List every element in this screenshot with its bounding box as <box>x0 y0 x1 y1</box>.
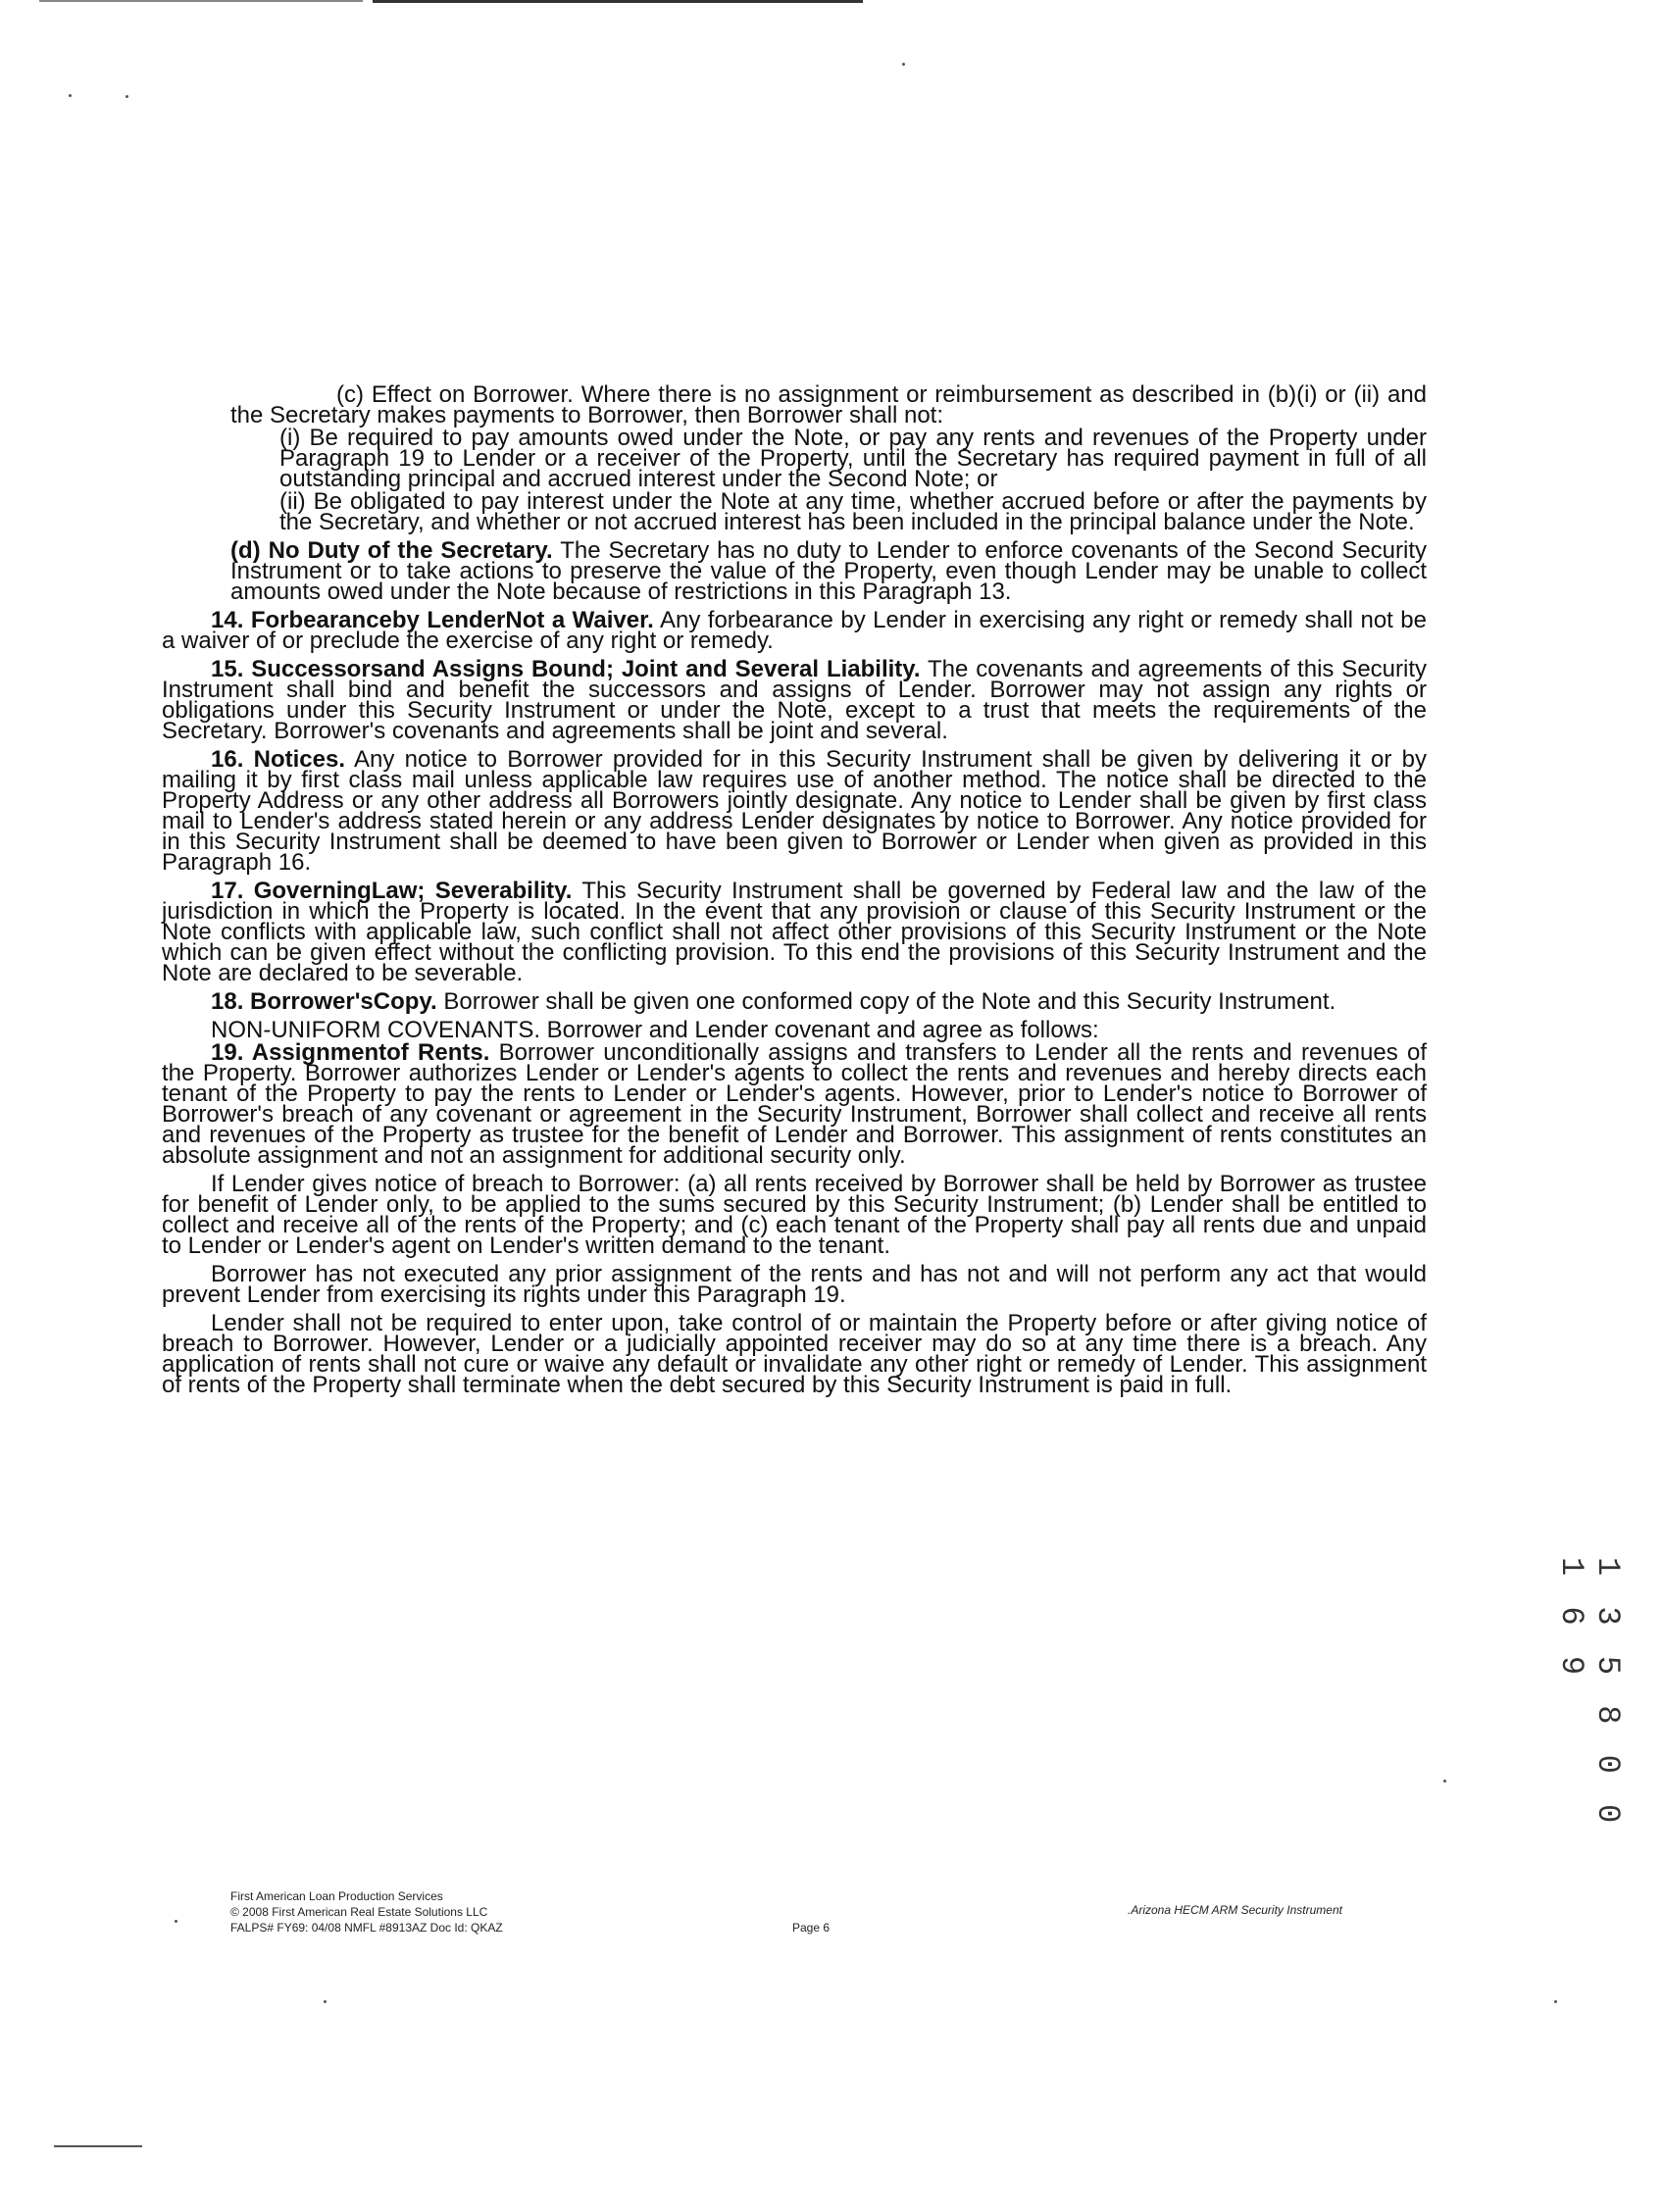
paragraph-16-heading: 16. Notices. <box>211 746 346 773</box>
scan-speck <box>1443 1780 1446 1783</box>
paragraph-14-text: Any forbearance by Lender in exercising any right or remedy shall not be a waiver of or preclude the exercise of any right or remedy. <box>162 607 1428 654</box>
paragraph-16 <box>162 746 1427 876</box>
document-body <box>162 381 1428 1403</box>
section-d-text: The Secretary has no duty to Lender to enforce covenants of the Second Security Instrument or to take actions to preserve the value of the Property, even though Lender may be unable to collect amounts owed under the Note because of restrictions in this Paragraph 13. <box>230 537 1428 605</box>
scan-speck <box>1554 2000 1557 2003</box>
paragraph-16-text: Any notice to Borrower provided for in this Security Instrument shall be given by delivering it or by mailing it by first class mail unless applicable law requires use of another method. The notice shall be directed to the Property Address or any other address all Borrowers jointly designate. Any notice to Lender shall be given by first class mail to Lender's address stated herein or any address Lender designates by notice to Borrower. Any notice provided for in this Security Instrument shall be deemed to have been given to Borrower or Lender when given as provided in this Paragraph 16. <box>162 746 1427 876</box>
paragraph-19-prior-assignment: Borrower has not executed any prior assignment of the rents and has not and will not perform any act that would prevent Lender from exercising its rights under this Paragraph 19. <box>162 1261 1427 1308</box>
footer-form-title: .Arizona HECM ARM Security Instrument <box>1128 1903 1342 1917</box>
scan-speck <box>69 94 72 97</box>
paragraph-17-heading: 17. GoverningLaw; Severability. <box>211 878 573 904</box>
section-c-heading: (c) Effect on Borrower. <box>336 381 574 408</box>
paragraph-14-heading: 14. Forbearanceby LenderNot a Waiver. <box>211 607 654 633</box>
paragraph-15-heading: 15. Successorsand Assigns Bound; Joint and Several Liability. <box>211 656 921 682</box>
margin-recording-number: 1 3 5 8 0 0 1 6 9 <box>1553 1557 1626 1830</box>
footer-copyright: © 2008 First American Real Estate Solutions LLC <box>230 1905 488 1919</box>
paragraph-15 <box>162 656 1427 744</box>
section-d <box>230 537 1428 605</box>
scan-top-line <box>373 0 863 3</box>
section-c-text: Where there is no assignment or reimbursement as described in (b)(i) or (ii) and the Secretary makes payments to Borrower, then Borrower shall not: <box>230 381 1428 428</box>
scan-top-edge <box>39 0 363 2</box>
paragraph-17-text: This Security Instrument shall be governed by Federal law and the law of the jurisdiction in which the Property is located. In the event that any provision or clause of this Security Instrument or the Note conflicts with applicable law, such conflict shall not affect other provisions of this Security Instrument or the Note which can be given effect without the conflicting provision. To this end the provisions of this Security Instrument and the Note are declared to be severable. <box>162 878 1427 986</box>
section-c-item-i: (i) Be required to pay amounts owed under the Note, or pay any rents and revenues of the Property under Paragraph 19 to Lender or a receiver of the Property, until the Secretary has required payment in full of all outstanding principal and accrued interest under the Second Note; or <box>279 425 1427 492</box>
scan-speck <box>175 1920 177 1923</box>
footer-company: First American Loan Production Services <box>230 1889 443 1903</box>
paragraph-17 <box>162 878 1427 986</box>
paragraph-18-text: Borrower shall be given one conformed copy of the Note and this Security Instrument. <box>443 988 1336 1015</box>
paragraph-14 <box>162 607 1428 654</box>
scan-speck <box>902 63 905 66</box>
paragraph-19 <box>162 1039 1427 1169</box>
paragraph-18-heading: 18. Borrower'sCopy. <box>211 988 437 1015</box>
paragraph-19-lender-control: Lender shall not be required to enter upon, take control of or maintain the Property before or after giving notice of breach to Borrower. However, Lender or a judicially appointed receiver may do so at any time there is a breach. Any application of rents shall not cure or waive any default or invalidate any other right or remedy of Lender. This assignment of rents of the Property shall terminate when the debt secured by this Security Instrument is paid in full. <box>162 1310 1427 1398</box>
section-d-heading: (d) No Duty of the Secretary. <box>230 537 553 564</box>
footer-left <box>230 1888 503 1936</box>
footer-form-id: FALPS# FY69: 04/08 NMFL #8913AZ Doc Id: QKAZ <box>230 1921 503 1935</box>
paragraph-15-text: The covenants and agreements of this Security Instrument shall bind and benefit the successors and assigns of Lender. Borrower may not assign any rights or obligations under this Security Instrument or under the Note, except to a trust that meets the requirements of the Secretary. Borrower's covenants and agreements shall be joint and several. <box>162 656 1427 744</box>
scan-speck <box>324 2000 327 2003</box>
paragraph-18 <box>162 988 1427 1015</box>
paragraph-19-heading: 19. Assignmentof Rents. <box>211 1039 490 1066</box>
page-number: Page 6 <box>792 1921 831 1935</box>
non-uniform-covenants: NON-UNIFORM COVENANTS. Borrower and Lender covenant and agree as follows: <box>211 1017 1099 1043</box>
paragraph-19-breach: If Lender gives notice of breach to Borrower: (a) all rents received by Borrower shall be held by Borrower as trustee for benefit of Lender only, to be applied to the sums secured by this Security Instrument; (b) Lender shall be entitled to collect and receive all of the rents of the Property; and (c) each tenant of the Property shall pay all rents due and unpaid to Lender or Lender's agent on Lender's written demand to the tenant. <box>162 1171 1427 1259</box>
section-c <box>125 381 1428 428</box>
scan-speck <box>126 95 128 98</box>
scan-bottom-line <box>54 2145 142 2147</box>
paragraph-19-text: Borrower unconditionally assigns and transfers to Lender all the rents and revenues of the Property. Borrower authorizes Lender or Lender's agents to collect the rents and revenues and hereby directs each tenant of the Property to pay the rents to Lender or Lender's agents. However, prior to Lender's notice to Borrower of Borrower's breach of any covenant or agreement in the Security Instrument, Borrower shall collect and receive all rents and revenues of the Property as trustee for the benefit of Lender and Borrower. This assignment of rents constitutes an absolute assignment and not an assignment for additional security only. <box>162 1039 1427 1169</box>
section-c-item-ii: (ii) Be obligated to pay interest under the Note at any time, whether accrued before or after the payments by the Secretary, and whether or not accrued interest has been included in the principal balance under the Note. <box>279 488 1427 535</box>
